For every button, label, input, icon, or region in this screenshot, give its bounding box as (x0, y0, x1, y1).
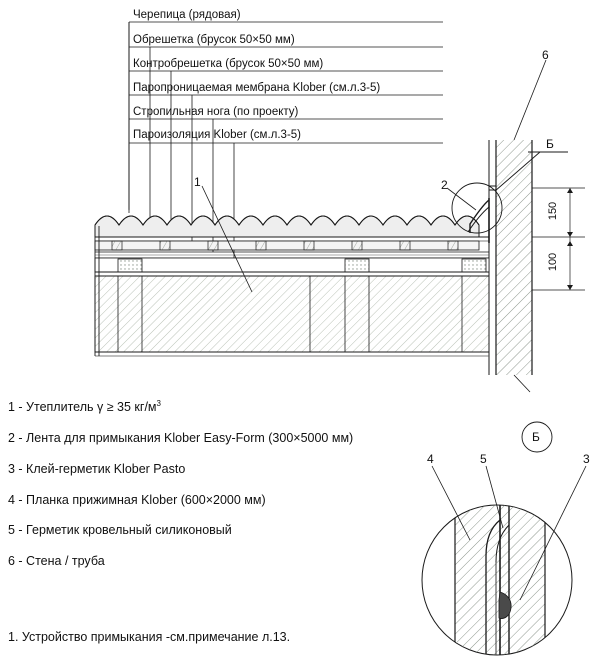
battens-row (95, 241, 489, 258)
legend-item-6: 6 - Стена / труба (8, 554, 105, 568)
dimension-100: 100 (547, 252, 560, 272)
legend-item-1-text: 1 - Утеплитель γ ≥ 35 кг/м (8, 400, 157, 415)
legend-item-1-sup: 3 (156, 399, 161, 408)
callout-6: 6 (542, 48, 549, 62)
callout-1: 1 (194, 175, 201, 189)
layer-label-tile: Черепица (рядовая) (133, 9, 241, 21)
legend-item-4: 4 - Планка прижимная Klober (600×2000 мм) (8, 493, 266, 507)
dimension-150: 150 (547, 201, 560, 221)
wall-section (489, 140, 532, 375)
layer-label-batten: Обрешетка (брусок 50×50 мм) (133, 34, 295, 46)
detail-mark-top: Б (546, 137, 554, 151)
detail-view (422, 422, 586, 670)
insulation-block (95, 276, 489, 356)
footer-note: 1. Устройство примыкания -см.примечание л.13. (8, 630, 291, 644)
legend-item-3: 3 - Клей-герметик Klober Pasto (8, 462, 186, 476)
rafter-insulation-zone (95, 258, 489, 276)
detail-callout-5: 5 (480, 452, 487, 466)
detail-callout-4: 4 (427, 452, 434, 466)
roof-tiles (95, 216, 489, 241)
legend-item-1 (8, 400, 161, 414)
detail-mark-bottom: Б (532, 430, 540, 444)
legend-item-5: 5 - Герметик кровельный силиконовый (8, 523, 232, 537)
layer-label-counter-batten: Контробрешетка (брусок 50×50 мм) (133, 58, 324, 70)
detail-callout-3: 3 (583, 452, 590, 466)
callout-2: 2 (441, 178, 448, 192)
layer-label-membrane: Паропроницаемая мембрана Klober (см.л.3-5) (133, 82, 381, 94)
legend-item-2: 2 - Лента для примыкания Klober Easy-Form (300×5000 мм) (8, 431, 354, 445)
layer-label-vapour-barrier: Пароизоляция Klober (см.л.3-5) (133, 129, 302, 141)
layer-label-rafter: Стропильная нога (по проекту) (133, 106, 299, 118)
